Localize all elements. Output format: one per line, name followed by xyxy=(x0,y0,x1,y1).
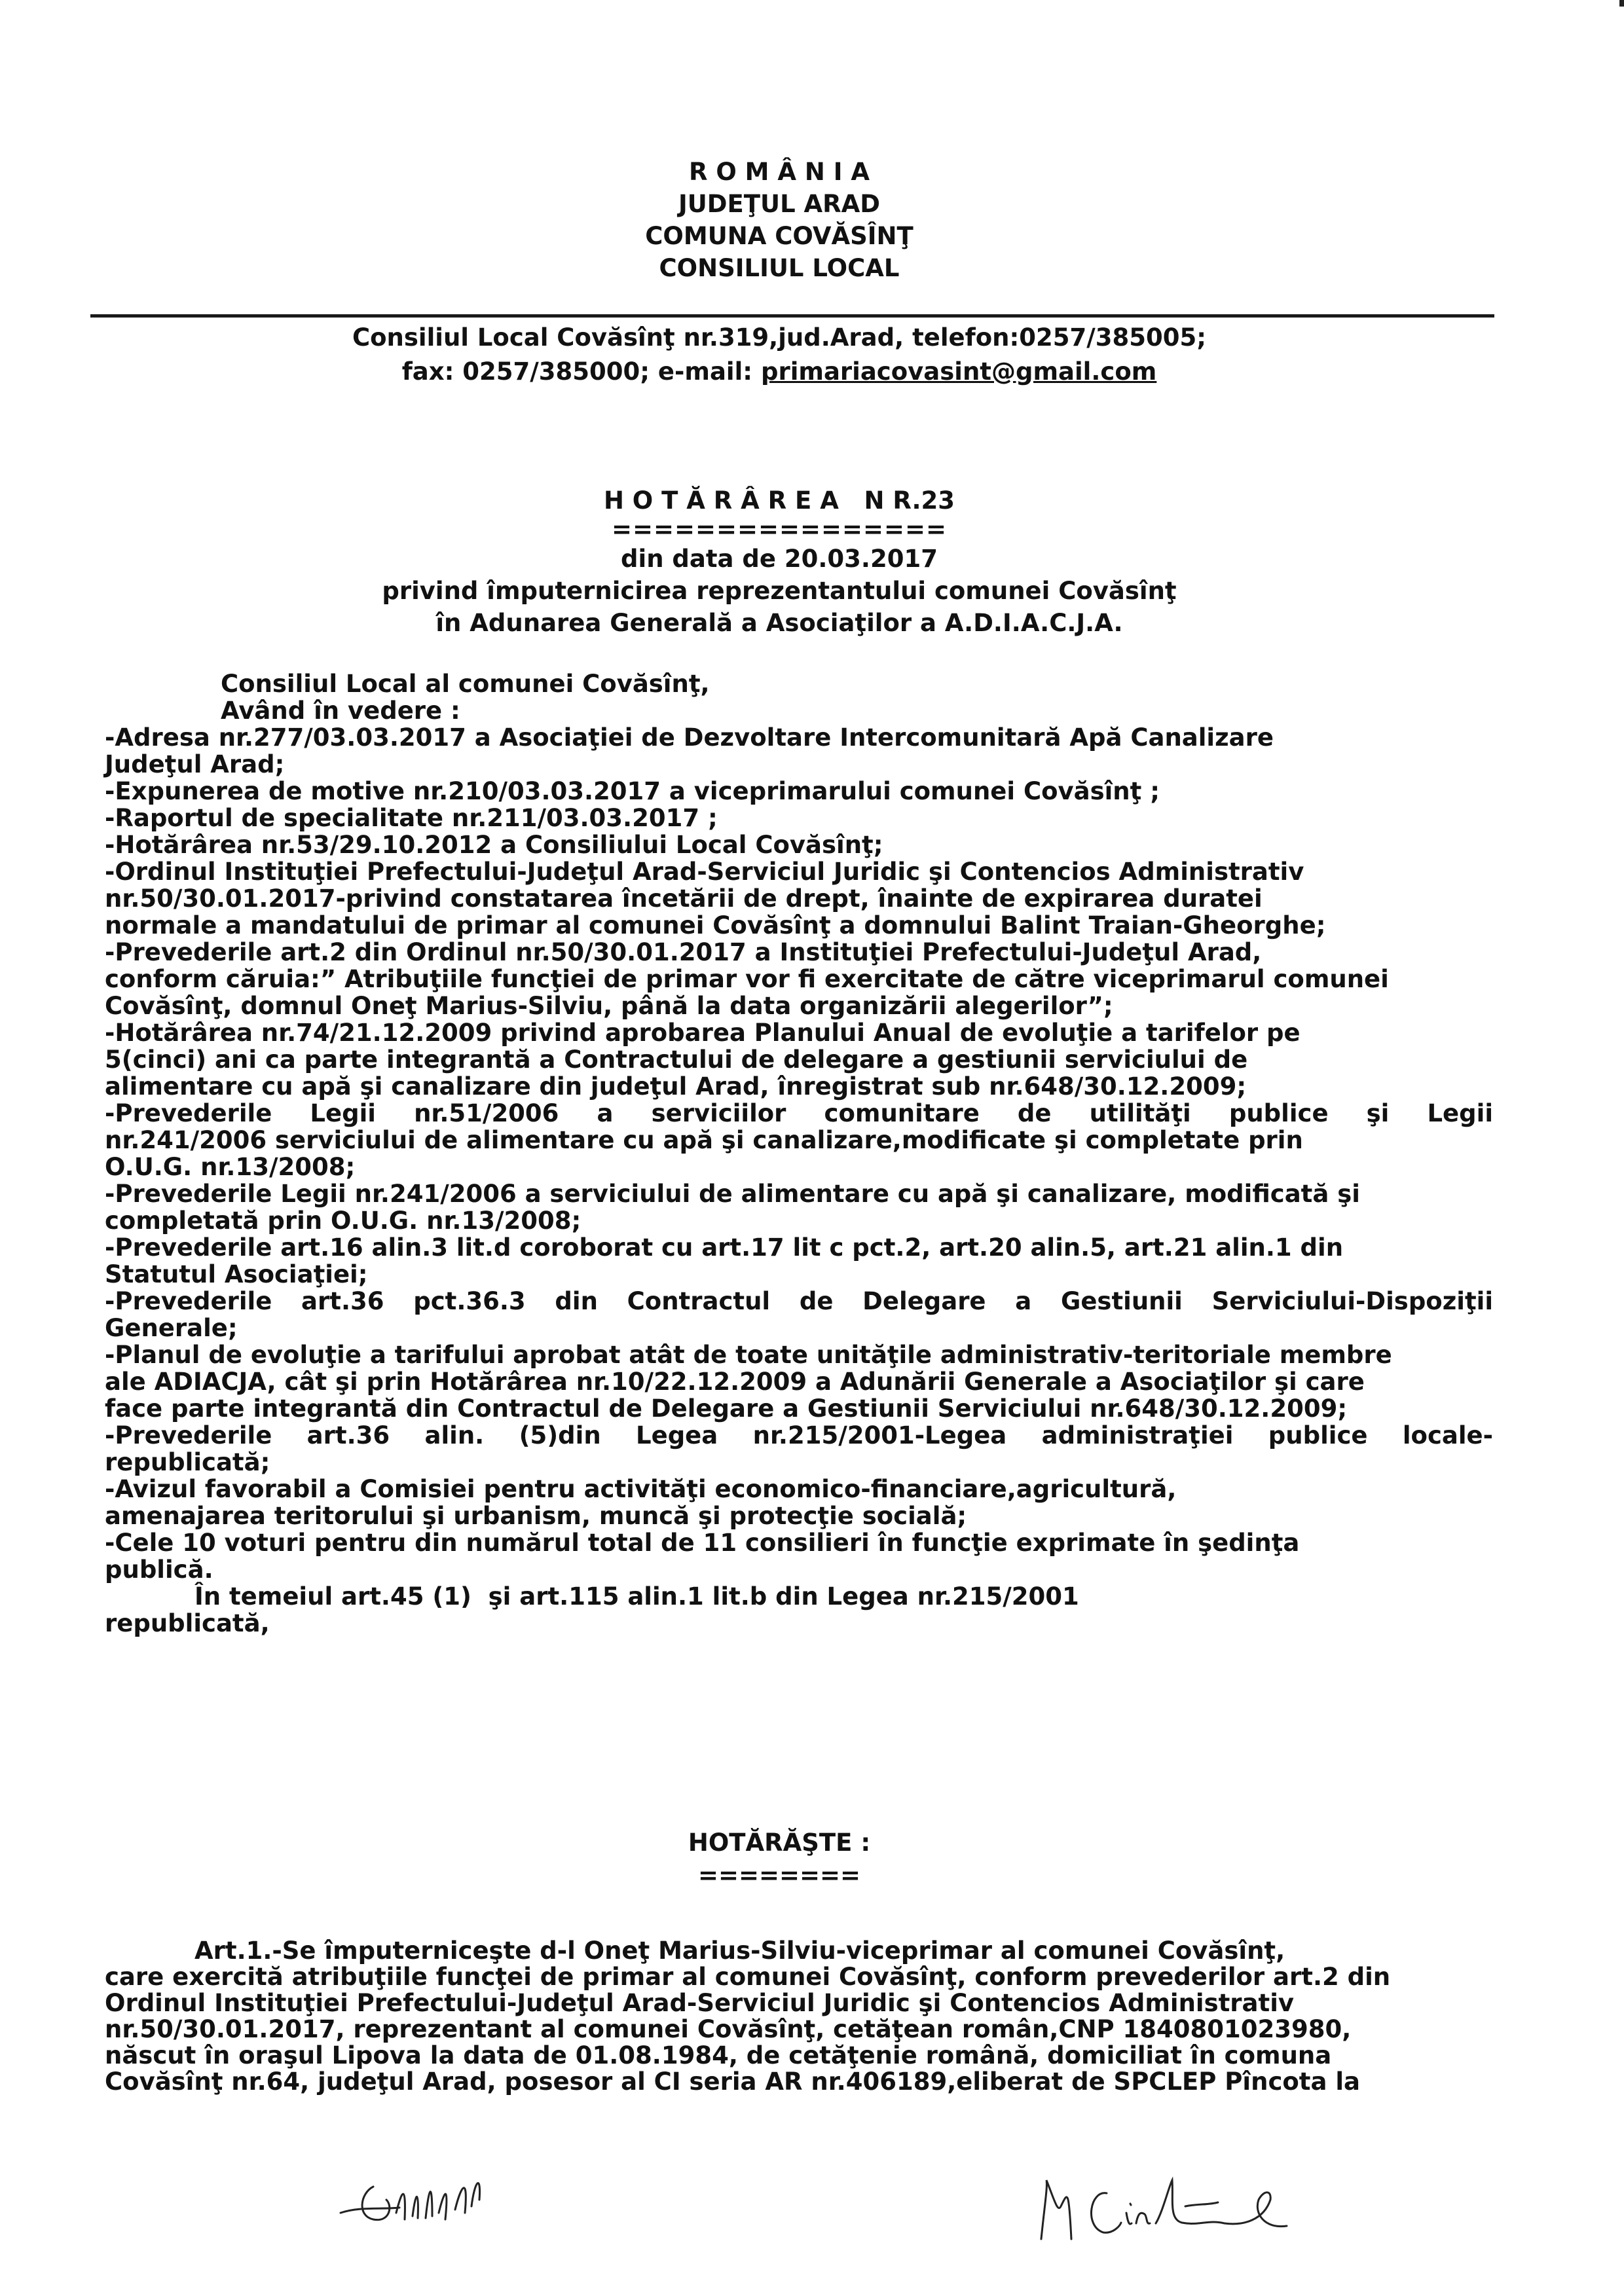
preamble-line: -Ordinul Instituţiei Prefectului-Judeţul Arad-Serviciul Juridic şi Contencios Administrativ xyxy=(105,858,1304,886)
article-line: Art.1.-Se împuterniceşte d-l Oneţ Marius-Silviu-viceprimar al comunei Covăsînţ, xyxy=(194,1937,1285,1965)
preamble-considering: Având în vedere : xyxy=(221,697,460,725)
preamble-line: -Prevederile art.16 alin.3 lit.d coroborat cu art.17 lit c pct.2, art.20 alin.5, art.21 alin.1 din xyxy=(105,1233,1344,1262)
decides-label: HOTĂRĂŞTE : xyxy=(688,1829,871,1857)
document-header xyxy=(0,156,1559,284)
decision-title-block xyxy=(0,484,1559,639)
email-link[interactable]: primariacovasint@gmail.com xyxy=(760,357,1157,386)
commune-name: COMUNA COVĂSÎNŢ xyxy=(645,222,913,250)
preamble-line: -Cele 10 voturi pentru din numărul total de 11 consilieri în funcţie exprimate în şedinţa xyxy=(105,1529,1300,1557)
preamble-line: -Prevederile art.36 alin. (5)din Legea nr.215/2001-Legea administraţiei publice locale- xyxy=(105,1421,1493,1449)
legal-basis: În temeiul art.45 (1) şi art.115 alin.1 lit.b din Legea nr.215/2001 xyxy=(194,1582,1079,1611)
preamble-line: nr.241/2006 serviciului de alimentare cu apă şi canalizare,modificate şi completate prin xyxy=(105,1126,1303,1154)
preamble-line: face parte integrantă din Contractul de Delegare a Gestiunii Serviciului nr.648/30.12.2009; xyxy=(105,1394,1348,1423)
title-underline: ================ xyxy=(611,515,948,543)
country-name: R O M Â N I A xyxy=(688,158,870,186)
preamble-line: completată prin O.U.G. nr.13/2008; xyxy=(105,1207,581,1235)
preamble-line: -Prevederile Legii nr.51/2006 a serviciilor comunitare de utilităţi publice şi Legii xyxy=(105,1099,1493,1127)
signature-left xyxy=(334,2160,544,2239)
preamble-line: alimentare cu apă şi canalizare din judeţul Arad, înregistrat sub nr.648/30.12.2009; xyxy=(105,1072,1247,1101)
preamble-line: -Prevederile art.2 din Ordinul nr.50/30.01.2017 a Instituţiei Prefectului-Judeţul Arad, xyxy=(105,938,1262,966)
article-line: nr.50/30.01.2017, reprezentant al comunei Covăsînţ, cetăţean român,CNP 1840801023980, xyxy=(105,2015,1352,2043)
article-line: născut în oraşul Lipova la data de 01.08.1984, de cetăţenie română, domiciliat în comuna xyxy=(105,2041,1332,2069)
preamble-line: Generale; xyxy=(105,1314,238,1342)
contact-fax: fax: 0257/385000; e-mail: xyxy=(401,357,753,386)
contact-fax-email xyxy=(0,355,1559,389)
preamble-line: -Expunerea de motive nr.210/03.03.2017 a viceprimarului comunei Covăsînţ ; xyxy=(105,777,1160,805)
preamble-line: -Adresa nr.277/03.03.2017 a Asociaţiei de Dezvoltare Intercomunitară Apă Canalizare xyxy=(105,723,1274,752)
article-1 xyxy=(105,1938,1493,2095)
preamble-line: -Raportul de specialitate nr.211/03.03.2017 ; xyxy=(105,804,718,832)
preamble-line: Covăsînţ, domnul Oneţ Marius-Silviu, până la data organizării alegerilor”; xyxy=(105,992,1113,1020)
header-divider xyxy=(90,314,1494,318)
contact-block xyxy=(0,321,1559,389)
preamble-intro: Consiliul Local al comunei Covăsînţ, xyxy=(221,670,710,698)
decision-date: din data de 20.03.2017 xyxy=(621,545,938,573)
preamble-line: republicată; xyxy=(105,1448,270,1476)
article-line: Covăsînţ nr.64, judeţul Arad, posesor al CI seria AR nr.406189,eliberat de SPCLEP Pîncota la xyxy=(105,2068,1360,2096)
preamble xyxy=(105,670,1493,1637)
county-name: JUDEŢUL ARAD xyxy=(678,190,880,218)
decision-title: H O T Ă R Â R E A N R.23 xyxy=(603,486,955,515)
preamble-line: -Avizul favorabil a Comisiei pentru activităţi economico-financiare,agricultură, xyxy=(105,1475,1177,1503)
preamble-line: Judeţul Arad; xyxy=(105,750,285,778)
preamble-line: O.U.G. nr.13/2008; xyxy=(105,1153,356,1181)
preamble-line: -Planul de evoluţie a tarifului aprobat atât de toate unităţile administrativ-teritoriale membre xyxy=(105,1341,1392,1369)
legal-basis-cont: republicată, xyxy=(105,1609,270,1637)
decides-underline: ======== xyxy=(697,1861,860,1889)
preamble-line: ale ADIACJA, cât şi prin Hotărârea nr.10/22.12.2009 a Adunării Generale a Asociaţilor şi care xyxy=(105,1368,1365,1396)
contact-address-phone: Consiliul Local Covăsînţ nr.319,jud.Arad, telefon:0257/385005; xyxy=(352,323,1207,352)
signature-right xyxy=(1028,2160,1303,2252)
preamble-line: conform căruia:” Atribuţiile funcţiei de primar vor fi exercitate de către viceprimarul comunei xyxy=(105,965,1389,993)
preamble-line: publică. xyxy=(105,1556,213,1584)
decision-subject-line1: privind împuternicirea reprezentantului comunei Covăsînţ xyxy=(382,577,1177,605)
preamble-line: -Prevederile Legii nr.241/2006 a serviciului de alimentare cu apă şi canalizare, modificată şi xyxy=(105,1180,1360,1208)
council-name: CONSILIUL LOCAL xyxy=(659,254,900,282)
scan-mark xyxy=(1619,0,1624,7)
preamble-line: 5(cinci) ani ca parte integrantă a Contractului de delegare a gestiunii serviciului de xyxy=(105,1046,1248,1074)
preamble-line: Statutul Asociaţiei; xyxy=(105,1260,368,1288)
article-line: Ordinul Instituţiei Prefectului-Judeţul Arad-Serviciul Juridic şi Contencios Administrativ xyxy=(105,1989,1294,2017)
decision-subject-line2: în Adunarea Generală a Asociaţilor a A.D.I.A.C.J.A. xyxy=(435,609,1123,637)
preamble-line: nr.50/30.01.2017-privind constatarea încetării de drept, înainte de expirarea duratei xyxy=(105,884,1263,913)
preamble-line: -Prevederile art.36 pct.36.3 din Contractul de Delegare a Gestiunii Serviciului-Dispoziţii xyxy=(105,1287,1493,1315)
preamble-line: -Hotărârea nr.53/29.10.2012 a Consiliului Local Covăsînţ; xyxy=(105,831,883,859)
preamble-line: normale a mandatului de primar al comunei Covăsînţ a domnului Balint Traian-Gheorghe; xyxy=(105,911,1326,939)
article-line: care exercită atribuţiile funcţei de primar al comunei Covăsînţ, conform prevederilor art.2 din xyxy=(105,1963,1391,1991)
decides-heading xyxy=(0,1827,1559,1892)
preamble-line: amenajarea teritorului şi urbanism, muncă şi protecţie socială; xyxy=(105,1502,967,1530)
preamble-line: -Hotărârea nr.74/21.12.2009 privind aprobarea Planului Anual de evoluţie a tarifelor pe xyxy=(105,1019,1301,1047)
